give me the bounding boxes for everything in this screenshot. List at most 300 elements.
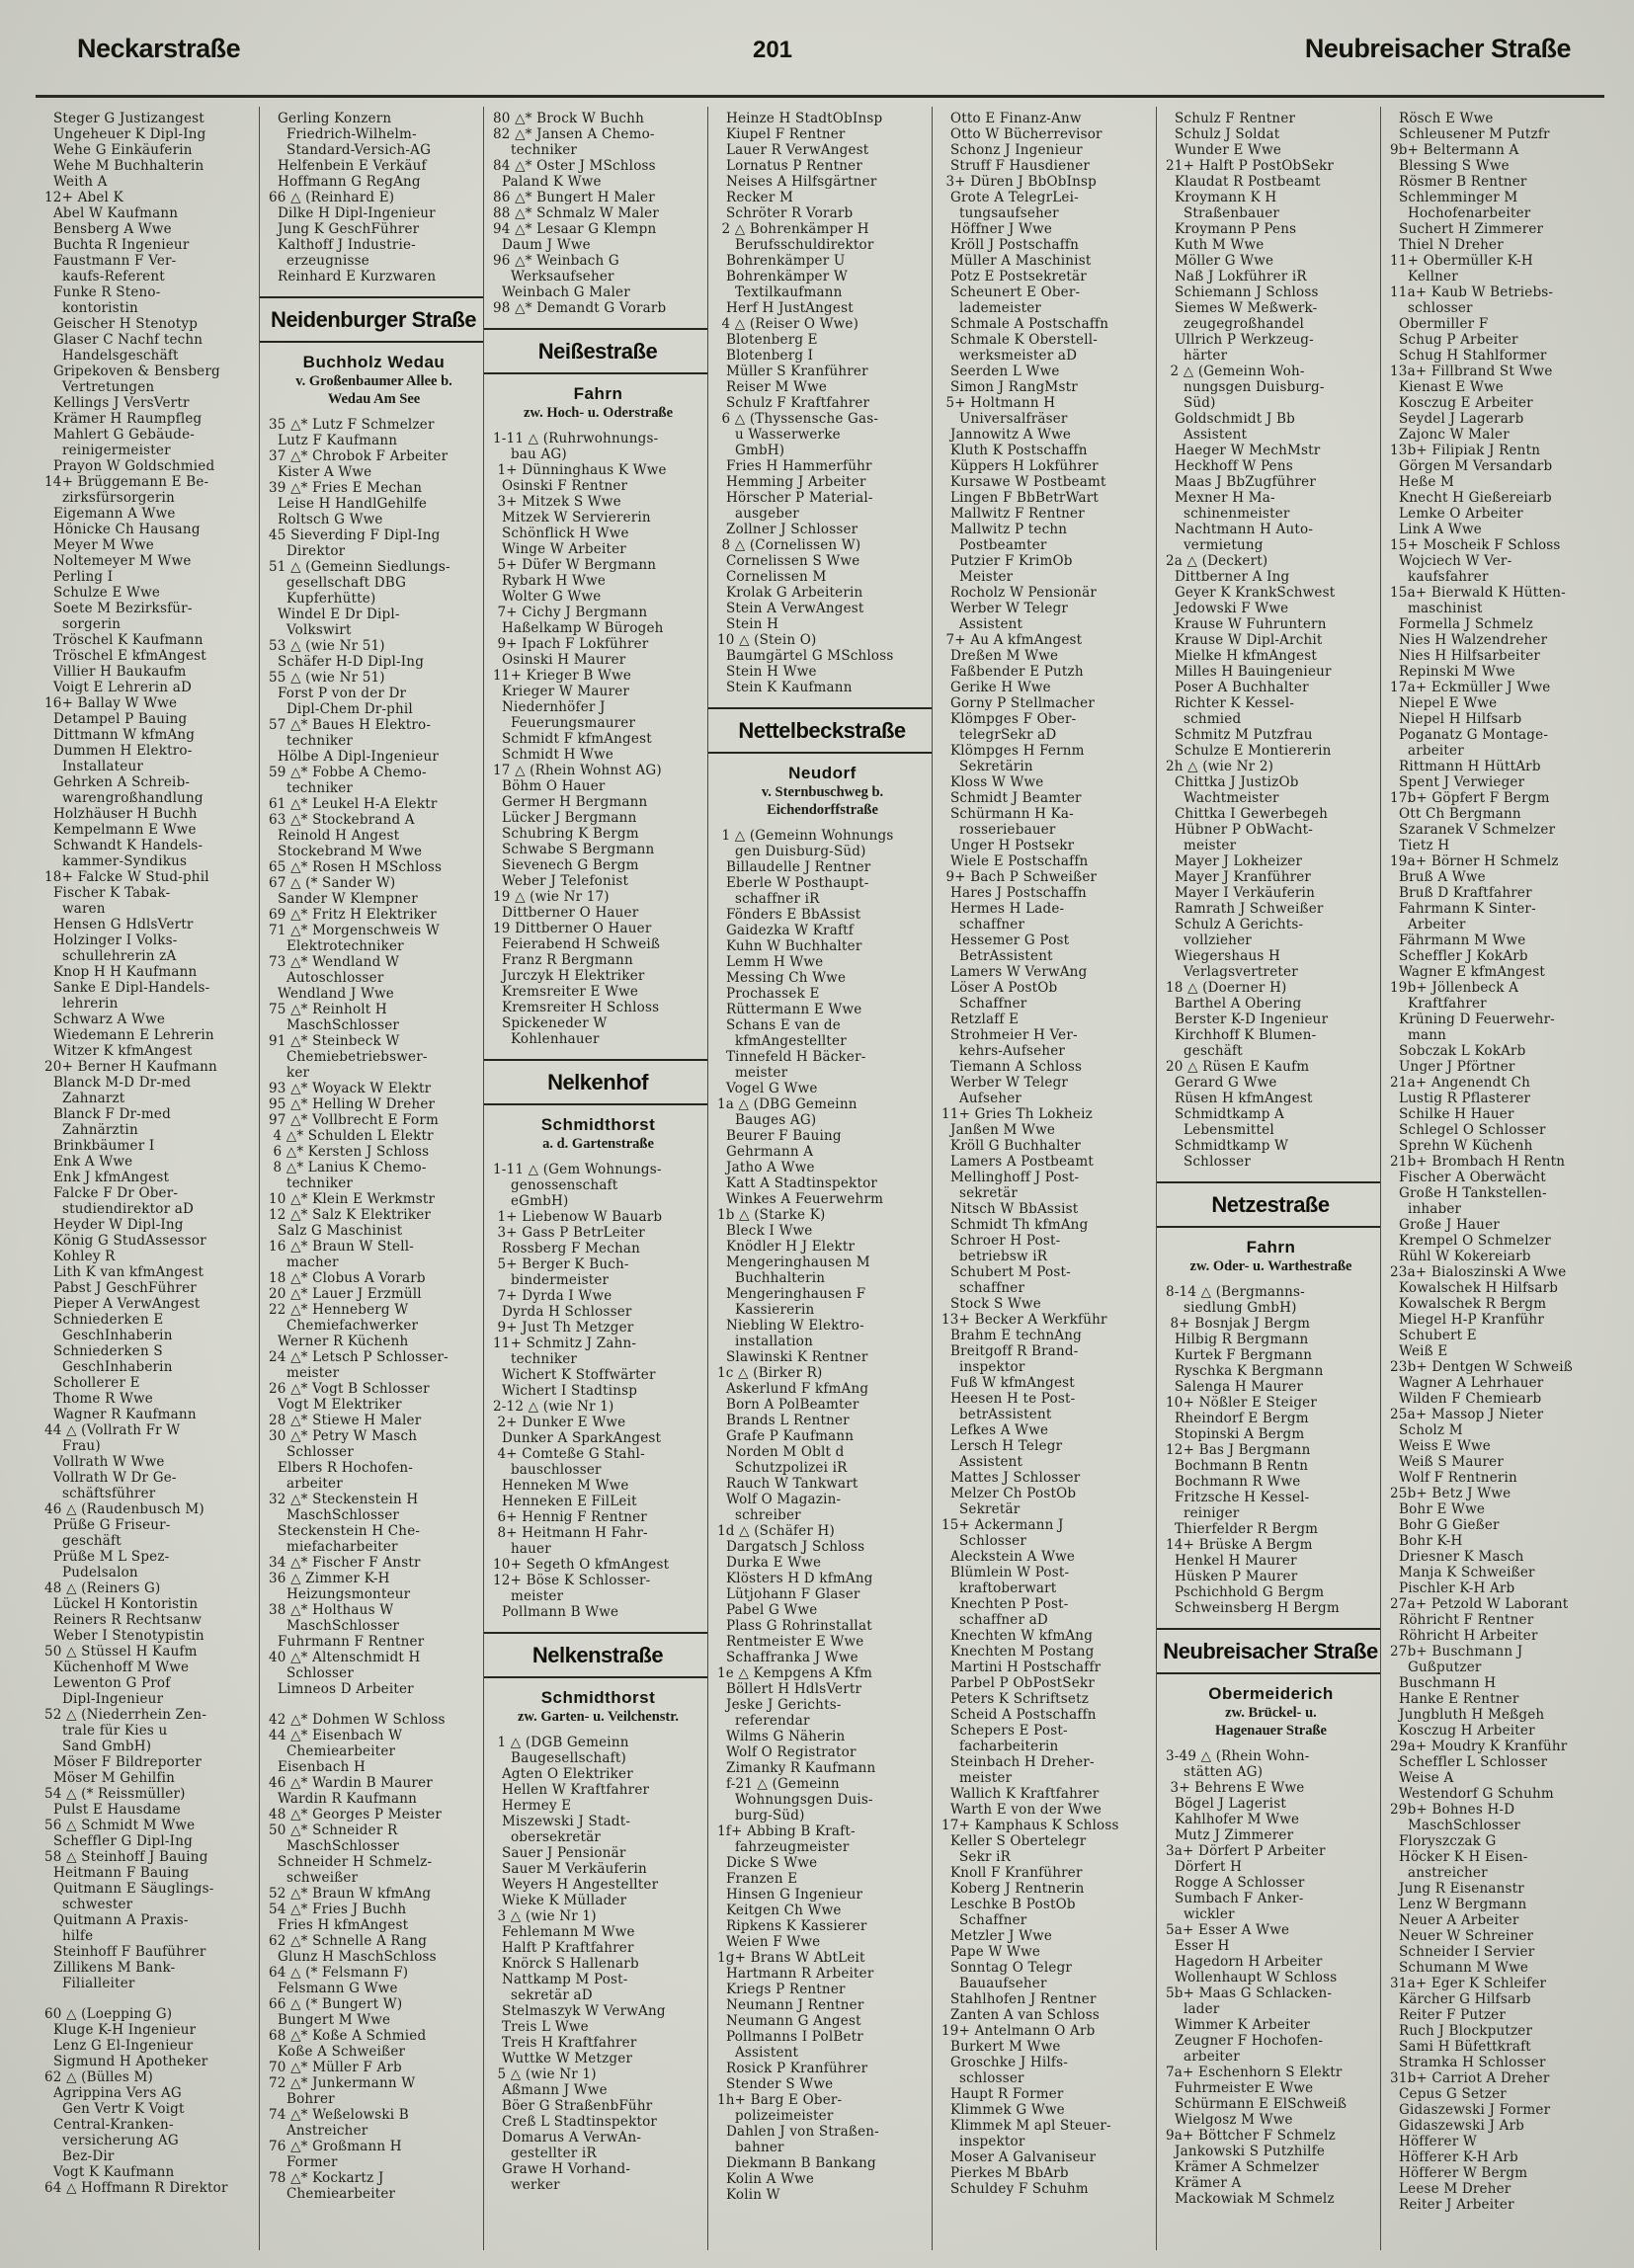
directory-entry-line: gesellschaft DBG bbox=[269, 575, 407, 591]
directory-entry-line: Wolter G Wwe bbox=[493, 589, 602, 605]
directory-entry-line: Geyer K KrankSchwest bbox=[1166, 585, 1336, 601]
directory-entry-line: Struff F Hausdiener bbox=[941, 158, 1091, 174]
directory-entry-line: 24 △* Letsch P Schlosser- bbox=[269, 1349, 449, 1365]
directory-entry-line: Kempelmann E Wwe bbox=[44, 822, 197, 838]
directory-entry-line: Gehrken A Schreib- bbox=[44, 774, 191, 790]
directory-entry-line: bauschlosser bbox=[493, 1462, 602, 1478]
directory-entry-line: 36 △ Zimmer K-H bbox=[269, 1571, 390, 1586]
directory-entry-line: Chemiebetriebswer- bbox=[269, 1049, 428, 1065]
directory-entry-line: Schulz A Gerichts- bbox=[1166, 917, 1304, 932]
directory-entry-line: Geischer H Stenotyp bbox=[44, 316, 199, 332]
directory-entry-line: 11+ Gries Th Lokheiz bbox=[941, 1106, 1093, 1122]
directory-entry-line: 97 △* Vollbrecht E Form bbox=[269, 1112, 439, 1128]
entry-gap bbox=[269, 1697, 479, 1712]
directory-entry-line: 17 △ (Rhein Wohnst AG) bbox=[493, 763, 662, 778]
directory-entry-line: 44 △* Eisenbach W bbox=[269, 1728, 403, 1743]
directory-entry-line: 57 △* Baues H Elektro- bbox=[269, 717, 432, 733]
directory-entry-line: Klaudat R Postbeamt bbox=[1166, 174, 1321, 190]
directory-entry-line: 27a+ Petzold W Laborant bbox=[1390, 1596, 1569, 1612]
directory-entry-line: Hemming J Arbeiter bbox=[717, 474, 866, 490]
directory-entry-line: Salz G Maschinist bbox=[269, 1223, 403, 1239]
directory-entry-line: Gehrmann A bbox=[717, 1144, 814, 1160]
directory-entry-line: Haupt R Former bbox=[941, 2086, 1064, 2102]
directory-entry-line: Schubring K Bergm bbox=[493, 826, 639, 842]
directory-entry-line: Pierkes M BbArb bbox=[941, 2165, 1069, 2181]
directory-entry-line: Installateur bbox=[44, 759, 144, 774]
directory-entry-line: fahrzeugmeister bbox=[717, 1839, 850, 1855]
directory-entry-line: Buschmann H bbox=[1390, 1675, 1497, 1691]
directory-entry-line: Wolf O Magazin- bbox=[717, 1492, 842, 1507]
directory-entry-line: Melzer Ch PostOb bbox=[941, 1486, 1077, 1501]
directory-entry-line: Retzlaff E bbox=[941, 1012, 1020, 1027]
directory-entry-line: Sekr iR bbox=[941, 1849, 1012, 1865]
directory-entry-line: Böhm O Hauer bbox=[493, 778, 606, 794]
directory-entry-line: Jung R Eisenanstr bbox=[1390, 1881, 1524, 1897]
directory-entry-line: Treis L Wwe bbox=[493, 2019, 589, 2035]
directory-entry-line: Mellinghoff J Post- bbox=[941, 1170, 1080, 1185]
directory-entry-line: Steckenstein H Che- bbox=[269, 1523, 421, 1539]
directory-entry-line: Faßbender E Putzh bbox=[941, 664, 1084, 680]
directory-entry-line: Wehe G Einkäuferin bbox=[44, 142, 193, 158]
directory-entry-line: Holzinger I Volks- bbox=[44, 932, 178, 948]
directory-entry-line: Küchenhoff M Wwe bbox=[44, 1660, 190, 1675]
directory-entry-line: Steger G Justizangest bbox=[44, 111, 204, 126]
directory-entry-line: 25a+ Massop J Nieter bbox=[1390, 1407, 1544, 1422]
directory-entry-line: schaffner bbox=[941, 1280, 1025, 1296]
directory-entry-line: Tiemann A Schloss bbox=[941, 1059, 1083, 1075]
directory-entry-line: 64 △ Hoffmann R Direktor bbox=[44, 2180, 228, 2196]
directory-entry-line: Elektrotechniker bbox=[269, 938, 404, 954]
directory-entry-line: Zanten A van Schloss bbox=[941, 2007, 1101, 2023]
directory-entry-line: Blessing S Wwe bbox=[1390, 158, 1510, 174]
directory-entry-line: 2a △ (Deckert) bbox=[1166, 553, 1268, 569]
street-header: Neubreisacher Straße bbox=[1157, 1628, 1381, 1674]
directory-entry-line: Nattkamp M Post- bbox=[493, 1972, 628, 1987]
directory-entry-line: Obermiller F bbox=[1390, 316, 1489, 332]
directory-entry-line: Steinhoff F Bauführer bbox=[44, 1944, 206, 1960]
directory-entry-line: 63 △* Stockebrand A bbox=[269, 812, 415, 828]
directory-entry-line: 8+ Heitmann H Fahr- bbox=[493, 1525, 648, 1541]
directory-entry-line: Hönicke Ch Hausang bbox=[44, 522, 201, 537]
directory-entry-line: arbeiter bbox=[1166, 2049, 1240, 2065]
directory-entry-line: MaschSchlosser bbox=[269, 1618, 400, 1634]
directory-entry-line: Reiners R Rechtsanw bbox=[44, 1612, 203, 1628]
directory-entry-line: 7+ Dyrda I Wwe bbox=[493, 1288, 613, 1304]
directory-entry-line: Scheunert E Ober- bbox=[941, 284, 1081, 300]
directory-entry-line: Ungeheuer K Dipl-Ing bbox=[44, 126, 206, 142]
directory-entry-line: Bez-Dir bbox=[44, 2148, 115, 2164]
directory-entry-line: Unger H Postsekr bbox=[941, 838, 1075, 853]
directory-entry-line: Lenz W Bergmann bbox=[1390, 1897, 1527, 1912]
directory-entry-line: GeschInhaberin bbox=[44, 1359, 173, 1375]
directory-entry-line: schaffner bbox=[941, 917, 1025, 932]
directory-entry-line: 12+ Böse K Schlosser- bbox=[493, 1573, 651, 1588]
directory-entry-line: Aßmann J Wwe bbox=[493, 2082, 608, 2098]
directory-entry-line: Schlosser bbox=[269, 1444, 355, 1460]
directory-entry-line: Schürmann H Ka- bbox=[941, 806, 1074, 822]
directory-entry-line: betrAssistent bbox=[941, 1407, 1052, 1422]
directory-entry-line: 5b+ Maas G Schlacken- bbox=[1166, 1985, 1333, 2001]
directory-entry-line: 10 △ (Stein O) bbox=[717, 632, 817, 648]
directory-entry-line: Jung K GeschFührer bbox=[269, 221, 420, 237]
directory-entry-line: Hölbe A Dipl-Ingenieur bbox=[269, 749, 440, 765]
directory-entry-line: Quitmann E Säuglings- bbox=[44, 1881, 214, 1897]
directory-entry-line: 4 △ (Reiser O Wwe) bbox=[717, 316, 859, 332]
directory-entry-line: Werner R Küchenh bbox=[269, 1334, 409, 1349]
directory-entry-line: Wallich K Kraftfahrer bbox=[941, 1786, 1100, 1802]
directory-entry-line: betriebsw iR bbox=[941, 1249, 1048, 1264]
directory-entry-line: Lemke O Arbeiter bbox=[1390, 506, 1523, 522]
directory-entry-line: Dilke H Dipl-Ingenieur bbox=[269, 205, 436, 221]
directory-entry-line: Heesen H te Post- bbox=[941, 1391, 1076, 1407]
district-subheader: v. Großenbaumer Allee b. bbox=[295, 373, 452, 389]
directory-entry-line: Chemiearbeiter bbox=[269, 1743, 396, 1759]
directory-entry-line: 18 △ (Doerner H) bbox=[1166, 980, 1287, 996]
directory-entry-line: Schmale A Postschaffn bbox=[941, 316, 1109, 332]
directory-entry-line: Wunder E Wwe bbox=[1166, 142, 1282, 158]
directory-entry-line: Stender S Wwe bbox=[717, 2076, 834, 2092]
directory-entry-line: Röhricht F Rentner bbox=[1390, 1612, 1534, 1628]
directory-column-4 bbox=[708, 107, 933, 2250]
directory-entry-line: techniker bbox=[493, 1351, 578, 1367]
directory-entry-line: 5 △ (wie Nr 1) bbox=[493, 2066, 597, 2082]
directory-entry-line: Helfenbein E Verkäuf bbox=[269, 158, 427, 174]
directory-entry-line: Kuhn W Buchhalter bbox=[717, 938, 862, 954]
directory-entry-line: Dörfert H bbox=[1166, 1859, 1243, 1875]
directory-entry-line: Pischler K-H Arb bbox=[1390, 1580, 1515, 1596]
directory-entry-line: Krause W Fuhruntern bbox=[1166, 616, 1327, 632]
directory-entry-line: Kröll J Postschaffn bbox=[941, 237, 1080, 253]
directory-entry-line: Pabel G Wwe bbox=[717, 1602, 818, 1618]
directory-entry-line: Weiß E bbox=[1390, 1343, 1448, 1359]
directory-entry-line: Reiter J Arbeiter bbox=[1390, 2197, 1514, 2213]
directory-entry-line: Schonz J Ingenieur bbox=[941, 142, 1083, 158]
street-header: Neißestraße bbox=[484, 328, 708, 374]
directory-entry-line: Prüße M L Spez- bbox=[44, 1549, 170, 1565]
district-header: Buchholz Wedau bbox=[302, 353, 446, 371]
directory-entry-line: Cornelissen M bbox=[717, 569, 827, 585]
directory-entry-line: Maas J BbZugführer bbox=[1166, 474, 1316, 490]
directory-entry-line: Sander W Klempner bbox=[269, 891, 418, 907]
directory-entry-line: Rösmer B Rentner bbox=[1390, 174, 1527, 190]
directory-entry-line: Stein H bbox=[717, 616, 779, 632]
directory-entry-line: reinigermeister bbox=[44, 443, 171, 458]
directory-entry-line: kammer-Syndikus bbox=[44, 853, 188, 869]
directory-entry-line: Weiß S Maurer bbox=[1390, 1454, 1504, 1470]
directory-entry-line: 95 △* Helling W Dreher bbox=[269, 1096, 436, 1112]
directory-entry-line: Niebling W Elektro- bbox=[717, 1318, 864, 1334]
directory-entry-line: versicherung AG bbox=[44, 2133, 179, 2148]
directory-entry-line: Höcker K H Eisen- bbox=[1390, 1849, 1528, 1865]
directory-entry-line: Heinze H StadtObInsp bbox=[717, 111, 883, 126]
district-subheader: a. d. Gartenstraße bbox=[542, 1136, 654, 1152]
directory-entry-line: Kellings J VersVertr bbox=[44, 395, 190, 411]
directory-entry-line: Winge W Arbeiter bbox=[493, 541, 626, 557]
directory-entry-line: Gerling Konzern bbox=[269, 111, 392, 126]
directory-entry-line: Schumann M Wwe bbox=[1390, 1960, 1529, 1976]
district-header: Schmidthorst bbox=[540, 1688, 656, 1707]
directory-entry-line: Universalfräser bbox=[941, 411, 1068, 427]
directory-entry-line: Mitzek W Serviererin bbox=[493, 510, 651, 526]
directory-entry-line: Suchert H Zimmerer bbox=[1390, 221, 1544, 237]
directory-entry-line: MaschSchlosser bbox=[269, 1017, 400, 1033]
district-header: Fahrn bbox=[1246, 1238, 1296, 1256]
directory-entry-line: 62 △ (Bülles M) bbox=[44, 2069, 153, 2085]
directory-entry-line: Pulst E Hausdame bbox=[44, 1802, 181, 1818]
directory-entry-line: Werber W Telegr bbox=[941, 601, 1069, 616]
street-header: Neidenburger Straße bbox=[260, 296, 484, 343]
directory-entry-line: Halft P Kraftfahrer bbox=[493, 1940, 634, 1956]
directory-entry-line: Poser A Buchhalter bbox=[1166, 680, 1309, 695]
directory-entry-line: techniker bbox=[269, 780, 354, 796]
directory-entry-line: Paland K Wwe bbox=[493, 174, 602, 190]
directory-entry-line: waren bbox=[44, 901, 106, 917]
directory-entry-line: 66 △ (* Bungert W) bbox=[269, 1996, 403, 2012]
directory-entry-line: Scheid A Postschaffn bbox=[941, 1707, 1097, 1723]
directory-entry-line: Hoffmann G RegAng bbox=[269, 174, 421, 190]
directory-entry-line: Norden M Oblt d bbox=[717, 1444, 845, 1460]
directory-entry-line: Schulze E Montiererin bbox=[1166, 743, 1332, 759]
directory-entry-line: Straßenbauer bbox=[1166, 205, 1280, 221]
directory-entry-line: trale für Kies u bbox=[44, 1723, 168, 1739]
directory-entry-line: Born A PolBeamter bbox=[717, 1397, 859, 1413]
directory-entry-line: Kirchhoff K Blumen- bbox=[1166, 1027, 1317, 1043]
directory-entry-line: 27b+ Buschmann J bbox=[1390, 1644, 1523, 1660]
directory-entry-line: Vogt K Kaufmann bbox=[44, 2164, 175, 2180]
directory-entry-line: Baumgärtel G MSchloss bbox=[717, 648, 894, 664]
directory-entry-line: Aufseher bbox=[941, 1091, 1022, 1106]
directory-entry-line: Schniederken S bbox=[44, 1343, 163, 1359]
directory-entry-line: 84 △* Oster J MSchloss bbox=[493, 158, 656, 174]
directory-entry-line: Feierabend H Schweiß bbox=[493, 936, 661, 952]
directory-entry-line: u Wasserwerke bbox=[717, 427, 841, 443]
directory-entry-line: Forst P von der Dr bbox=[269, 686, 407, 701]
directory-entry-line: 78 △* Kockartz J bbox=[269, 2170, 384, 2186]
directory-entry-line: 2 △ (Gemeinn Woh- bbox=[1166, 364, 1305, 379]
directory-entry-line: Szaranek V Schmelzer bbox=[1390, 822, 1556, 838]
directory-entry-line: Assistent bbox=[717, 2045, 799, 2061]
directory-entry-line: 1+ Dünninghaus K Wwe bbox=[493, 462, 667, 478]
directory-entry-line: Lenz G El-Ingenieur bbox=[44, 2038, 194, 2054]
directory-entry-line: Wollenhaupt W Schloss bbox=[1166, 1970, 1338, 1985]
directory-entry-line: Höfferer W Bergm bbox=[1390, 2165, 1528, 2181]
directory-entry-line: Bohr G Gießer bbox=[1390, 1517, 1500, 1533]
directory-entry-line: Sauer J Pensionär bbox=[493, 1845, 626, 1861]
directory-entry-line: Schniederken E bbox=[44, 1312, 164, 1328]
running-head-right: Neubreisacher Straße bbox=[1304, 34, 1571, 63]
directory-entry-line: Keitgen Ch Wwe bbox=[717, 1903, 842, 1918]
directory-entry-line: Lemm H Wwe bbox=[717, 954, 824, 970]
directory-entry-line: Hellen W Kraftfahrer bbox=[493, 1782, 650, 1798]
directory-entry-line: Kuth M Wwe bbox=[1166, 237, 1265, 253]
directory-entry-line: Textilkaufmann bbox=[717, 284, 843, 300]
directory-entry-line: meister bbox=[717, 1065, 788, 1081]
directory-entry-line: Schubert M Post- bbox=[941, 1264, 1071, 1280]
directory-entry-line: Rogge A Schlosser bbox=[1166, 1875, 1305, 1891]
directory-entry-line: Leschke B PostOb bbox=[941, 1897, 1076, 1912]
directory-entry-line: 31a+ Eger K Schleifer bbox=[1390, 1976, 1547, 1991]
directory-entry-line: Lornatus P Rentner bbox=[717, 158, 862, 174]
directory-entry-line: Wolf O Registrator bbox=[717, 1744, 857, 1760]
directory-entry-line: Niepel E Wwe bbox=[1390, 695, 1498, 711]
directory-entry-line: Dipl-Chem Dr-phil bbox=[269, 701, 413, 717]
directory-entry-line: 5a+ Esser A Wwe bbox=[1166, 1922, 1290, 1938]
directory-entry-line: Bohr E Wwe bbox=[1390, 1501, 1486, 1517]
directory-entry-line: 10 △* Klein E Werkmstr bbox=[269, 1191, 436, 1207]
directory-entry-line: 9a+ Böttcher F Schmelz bbox=[1166, 2128, 1336, 2144]
directory-entry-line: schlosser bbox=[1390, 300, 1473, 316]
directory-entry-line: Osinski H Maurer bbox=[493, 652, 626, 668]
directory-entry-line: Schlemminger M bbox=[1390, 190, 1518, 205]
directory-entry-line: 50 △* Schneider R bbox=[269, 1822, 398, 1838]
directory-entry-line: Bleck I Wwe bbox=[717, 1223, 813, 1239]
directory-entry-line: Pabst J GeschFührer bbox=[44, 1280, 197, 1296]
directory-entry-line: 2-12 △ (wie Nr 1) bbox=[493, 1399, 614, 1415]
directory-entry-line: 7a+ Eschenhorn S Elektr bbox=[1166, 2065, 1343, 2080]
directory-entry-line: Sigmund H Apotheker bbox=[44, 2054, 208, 2069]
directory-entry-line: 8-14 △ (Bergmanns- bbox=[1166, 1284, 1305, 1300]
directory-entry-line: Vollrath W Dr Ge- bbox=[44, 1470, 177, 1486]
directory-entry-line: Repinski M Wwe bbox=[1390, 664, 1515, 680]
directory-entry-line: 1-11 △ (Ruhrwohnungs- bbox=[493, 431, 659, 446]
directory-entry-line: Rossberg F Mechan bbox=[493, 1241, 641, 1256]
directory-entry-line: Niedernhöfer J bbox=[493, 699, 606, 715]
directory-entry-line: eGmbH) bbox=[493, 1193, 569, 1209]
directory-entry-line: 1 △ (Gemeinn Wohnungs bbox=[717, 828, 894, 844]
directory-entry-line: Lustig R Pflasterer bbox=[1390, 1091, 1531, 1106]
directory-entry-line: 16+ Ballay W Wwe bbox=[44, 695, 178, 711]
directory-entry-line: Schmidtkamp A bbox=[1166, 1106, 1284, 1122]
directory-entry-line: werker bbox=[493, 2177, 560, 2193]
directory-entry-line: Kowalschek H Hilfsarb bbox=[1390, 1280, 1559, 1296]
directory-entry-line: Gaidezka W Kraftf bbox=[717, 923, 854, 938]
directory-entry-line: 86 △* Bungert H Maler bbox=[493, 190, 655, 205]
directory-entry-line: 11+ Obermüller K-H bbox=[1390, 253, 1533, 269]
page-number: 201 bbox=[752, 37, 793, 63]
directory-entry-line: Fönders E BbAssist bbox=[717, 907, 861, 923]
directory-entry-line: stätten AG) bbox=[1166, 1764, 1264, 1780]
directory-entry-line: polizeimeister bbox=[717, 2108, 834, 2124]
directory-entry-line: Stelmaszyk W VerwAng bbox=[493, 2003, 666, 2019]
directory-entry-line: Dittberner O Hauer bbox=[493, 905, 639, 921]
directory-entry-line: inspektor bbox=[941, 1359, 1025, 1375]
directory-entry-line: 1b △ (Starke K) bbox=[717, 1207, 826, 1223]
directory-entry-line: erzeugnisse bbox=[269, 253, 369, 269]
directory-entry-line: Diekmann B Bankang bbox=[717, 2155, 876, 2171]
directory-entry-line: 98 △* Demandt G Vorarb bbox=[493, 300, 667, 316]
directory-entry-line: Schwarz A Wwe bbox=[44, 1012, 166, 1027]
directory-entry-line: Plass G Rohrinstallat bbox=[717, 1618, 872, 1634]
directory-entry-line: miefacharbeiter bbox=[269, 1539, 398, 1555]
entry-gap bbox=[44, 1991, 255, 2006]
directory-entry-line: zeugegroßhandel bbox=[1166, 316, 1305, 332]
directory-entry-line: Schmidtkamp W bbox=[1166, 1138, 1289, 1154]
directory-entry-line: Rentmeister E Wwe bbox=[717, 1634, 864, 1650]
directory-entry-line: Metzler J Wwe bbox=[941, 1928, 1053, 1944]
directory-entry-line: Treis H Kraftfahrer bbox=[493, 2035, 637, 2051]
street-header: Nettelbeckstraße bbox=[708, 707, 933, 754]
directory-entry-line: 6+ Hennig F Rentner bbox=[493, 1509, 647, 1525]
directory-entry-line: 11+ Schmitz J Zahn- bbox=[493, 1336, 637, 1351]
directory-entry-line: nungsgen Duisburg- bbox=[1166, 379, 1325, 395]
directory-entry-line: Detampel P Bauing bbox=[44, 711, 188, 727]
directory-entry-line: 8 △ (Cornelissen W) bbox=[717, 537, 861, 553]
directory-entry-line: Neuer W Schreiner bbox=[1390, 1928, 1534, 1944]
directory-entry-line: Weber J Telefonist bbox=[493, 873, 629, 889]
directory-entry-line: Parbel P ObPostSekr bbox=[941, 1675, 1095, 1691]
directory-entry-line: wickler bbox=[1166, 1906, 1235, 1922]
directory-entry-line: 8 △* Lanius K Chemo- bbox=[269, 1160, 427, 1175]
directory-entry-line: 28 △* Stiewe H Maler bbox=[269, 1413, 422, 1428]
directory-entry-line: Schulz J Soldat bbox=[1166, 126, 1280, 142]
directory-entry-line: 1-11 △ (Gem Wohnungs- bbox=[493, 1162, 662, 1177]
directory-entry-line: 15+ Ackermann J bbox=[941, 1517, 1064, 1533]
directory-entry-line: 69 △* Fritz H Elektriker bbox=[269, 907, 437, 923]
directory-entry-line: Lamers A Postbeamt bbox=[941, 1154, 1095, 1170]
directory-entry-line: Bohr K-H bbox=[1390, 1533, 1463, 1549]
directory-entry-line: Kohlenhauer bbox=[493, 1031, 600, 1047]
directory-entry-line: Sprehn W Küchenh bbox=[1390, 1138, 1533, 1154]
directory-entry-line: Prayon W Goldschmied bbox=[44, 458, 215, 474]
directory-entry-line: Jatho A Wwe bbox=[717, 1160, 815, 1175]
directory-entry-line: 70 △* Müller F Arb bbox=[269, 2060, 402, 2075]
directory-entry-line: 1+ Liebenow W Bauarb bbox=[493, 1209, 663, 1225]
directory-entry-line: Mayer J Kranführer bbox=[1166, 869, 1312, 885]
directory-entry-line: Möller G Wwe bbox=[1166, 253, 1274, 269]
directory-entry-line: Gidaszewski J Former bbox=[1390, 2102, 1551, 2118]
directory-entry-line: lader bbox=[1166, 2001, 1220, 2017]
directory-entry-line: Buchta R Ingenieur bbox=[44, 237, 190, 253]
directory-entry-line: 1a △ (DBG Gemeinn bbox=[717, 1096, 858, 1112]
page-header bbox=[77, 34, 1571, 64]
directory-entry-line: Böllert H HdlsVertr bbox=[717, 1681, 862, 1697]
directory-entry-line: Wiegershaus H bbox=[1166, 948, 1280, 964]
directory-entry-line: Müller A Maschinist bbox=[941, 253, 1092, 269]
directory-entry-line: Möser F Bildreporter bbox=[44, 1754, 202, 1770]
directory-entry-line: Grote A TelegrLei- bbox=[941, 190, 1079, 205]
directory-entry-line: Vollrath W Wwe bbox=[44, 1454, 165, 1470]
directory-entry-line: Mutz J Zimmerer bbox=[1166, 1827, 1294, 1843]
directory-entry-line: Jedowski F Wwe bbox=[1166, 601, 1289, 616]
directory-entry-line: Buchhalterin bbox=[717, 1270, 826, 1286]
directory-entry-line: Schaffner bbox=[941, 996, 1027, 1012]
directory-entry-line: Stein A VerwAngest bbox=[717, 601, 864, 616]
directory-entry-line: Klimmek G Wwe bbox=[941, 2102, 1065, 2118]
directory-entry-line: Domarus A VerwAn- bbox=[493, 2130, 642, 2146]
directory-entry-line: Spent J Verwieger bbox=[1390, 774, 1525, 790]
directory-entry-line: 2h △ (wie Nr 2) bbox=[1166, 759, 1274, 774]
directory-entry-line: Weith A bbox=[44, 174, 108, 190]
directory-entry-line: Katt A Stadtinspektor bbox=[717, 1175, 878, 1191]
directory-entry-line: härter bbox=[1166, 348, 1228, 364]
directory-entry-line: 19 △ (wie Nr 17) bbox=[493, 889, 610, 905]
directory-entry-line: Mattes J Schlosser bbox=[941, 1470, 1081, 1486]
directory-entry-line: Falcke F Dr Ober- bbox=[44, 1185, 179, 1201]
directory-entry-line: 19 Dittberner O Hauer bbox=[493, 921, 652, 936]
directory-entry-line: Fuß W kfmAngest bbox=[941, 1375, 1075, 1391]
directory-entry-line: Niepel H Hilfsarb bbox=[1390, 711, 1522, 727]
directory-entry-line: Martini H Postschaffr bbox=[941, 1660, 1102, 1675]
directory-entry-line: Ripkens K Kassierer bbox=[717, 1918, 867, 1934]
directory-entry-line: Sievenech G Bergm bbox=[493, 857, 639, 873]
directory-entry-line: Ruch J Blockputzer bbox=[1390, 2023, 1533, 2039]
district-header: Neudorf bbox=[788, 764, 857, 782]
directory-entry-line: Lefkes A Wwe bbox=[941, 1422, 1049, 1438]
street-header: Nelkenstraße bbox=[484, 1632, 708, 1678]
directory-entry-line: 9+ Ipach F Lokführer bbox=[493, 636, 649, 652]
directory-entry-line: Mackowiak M Schmelz bbox=[1166, 2191, 1335, 2207]
directory-entry-line: Knechten W kfmAng bbox=[941, 1628, 1094, 1644]
